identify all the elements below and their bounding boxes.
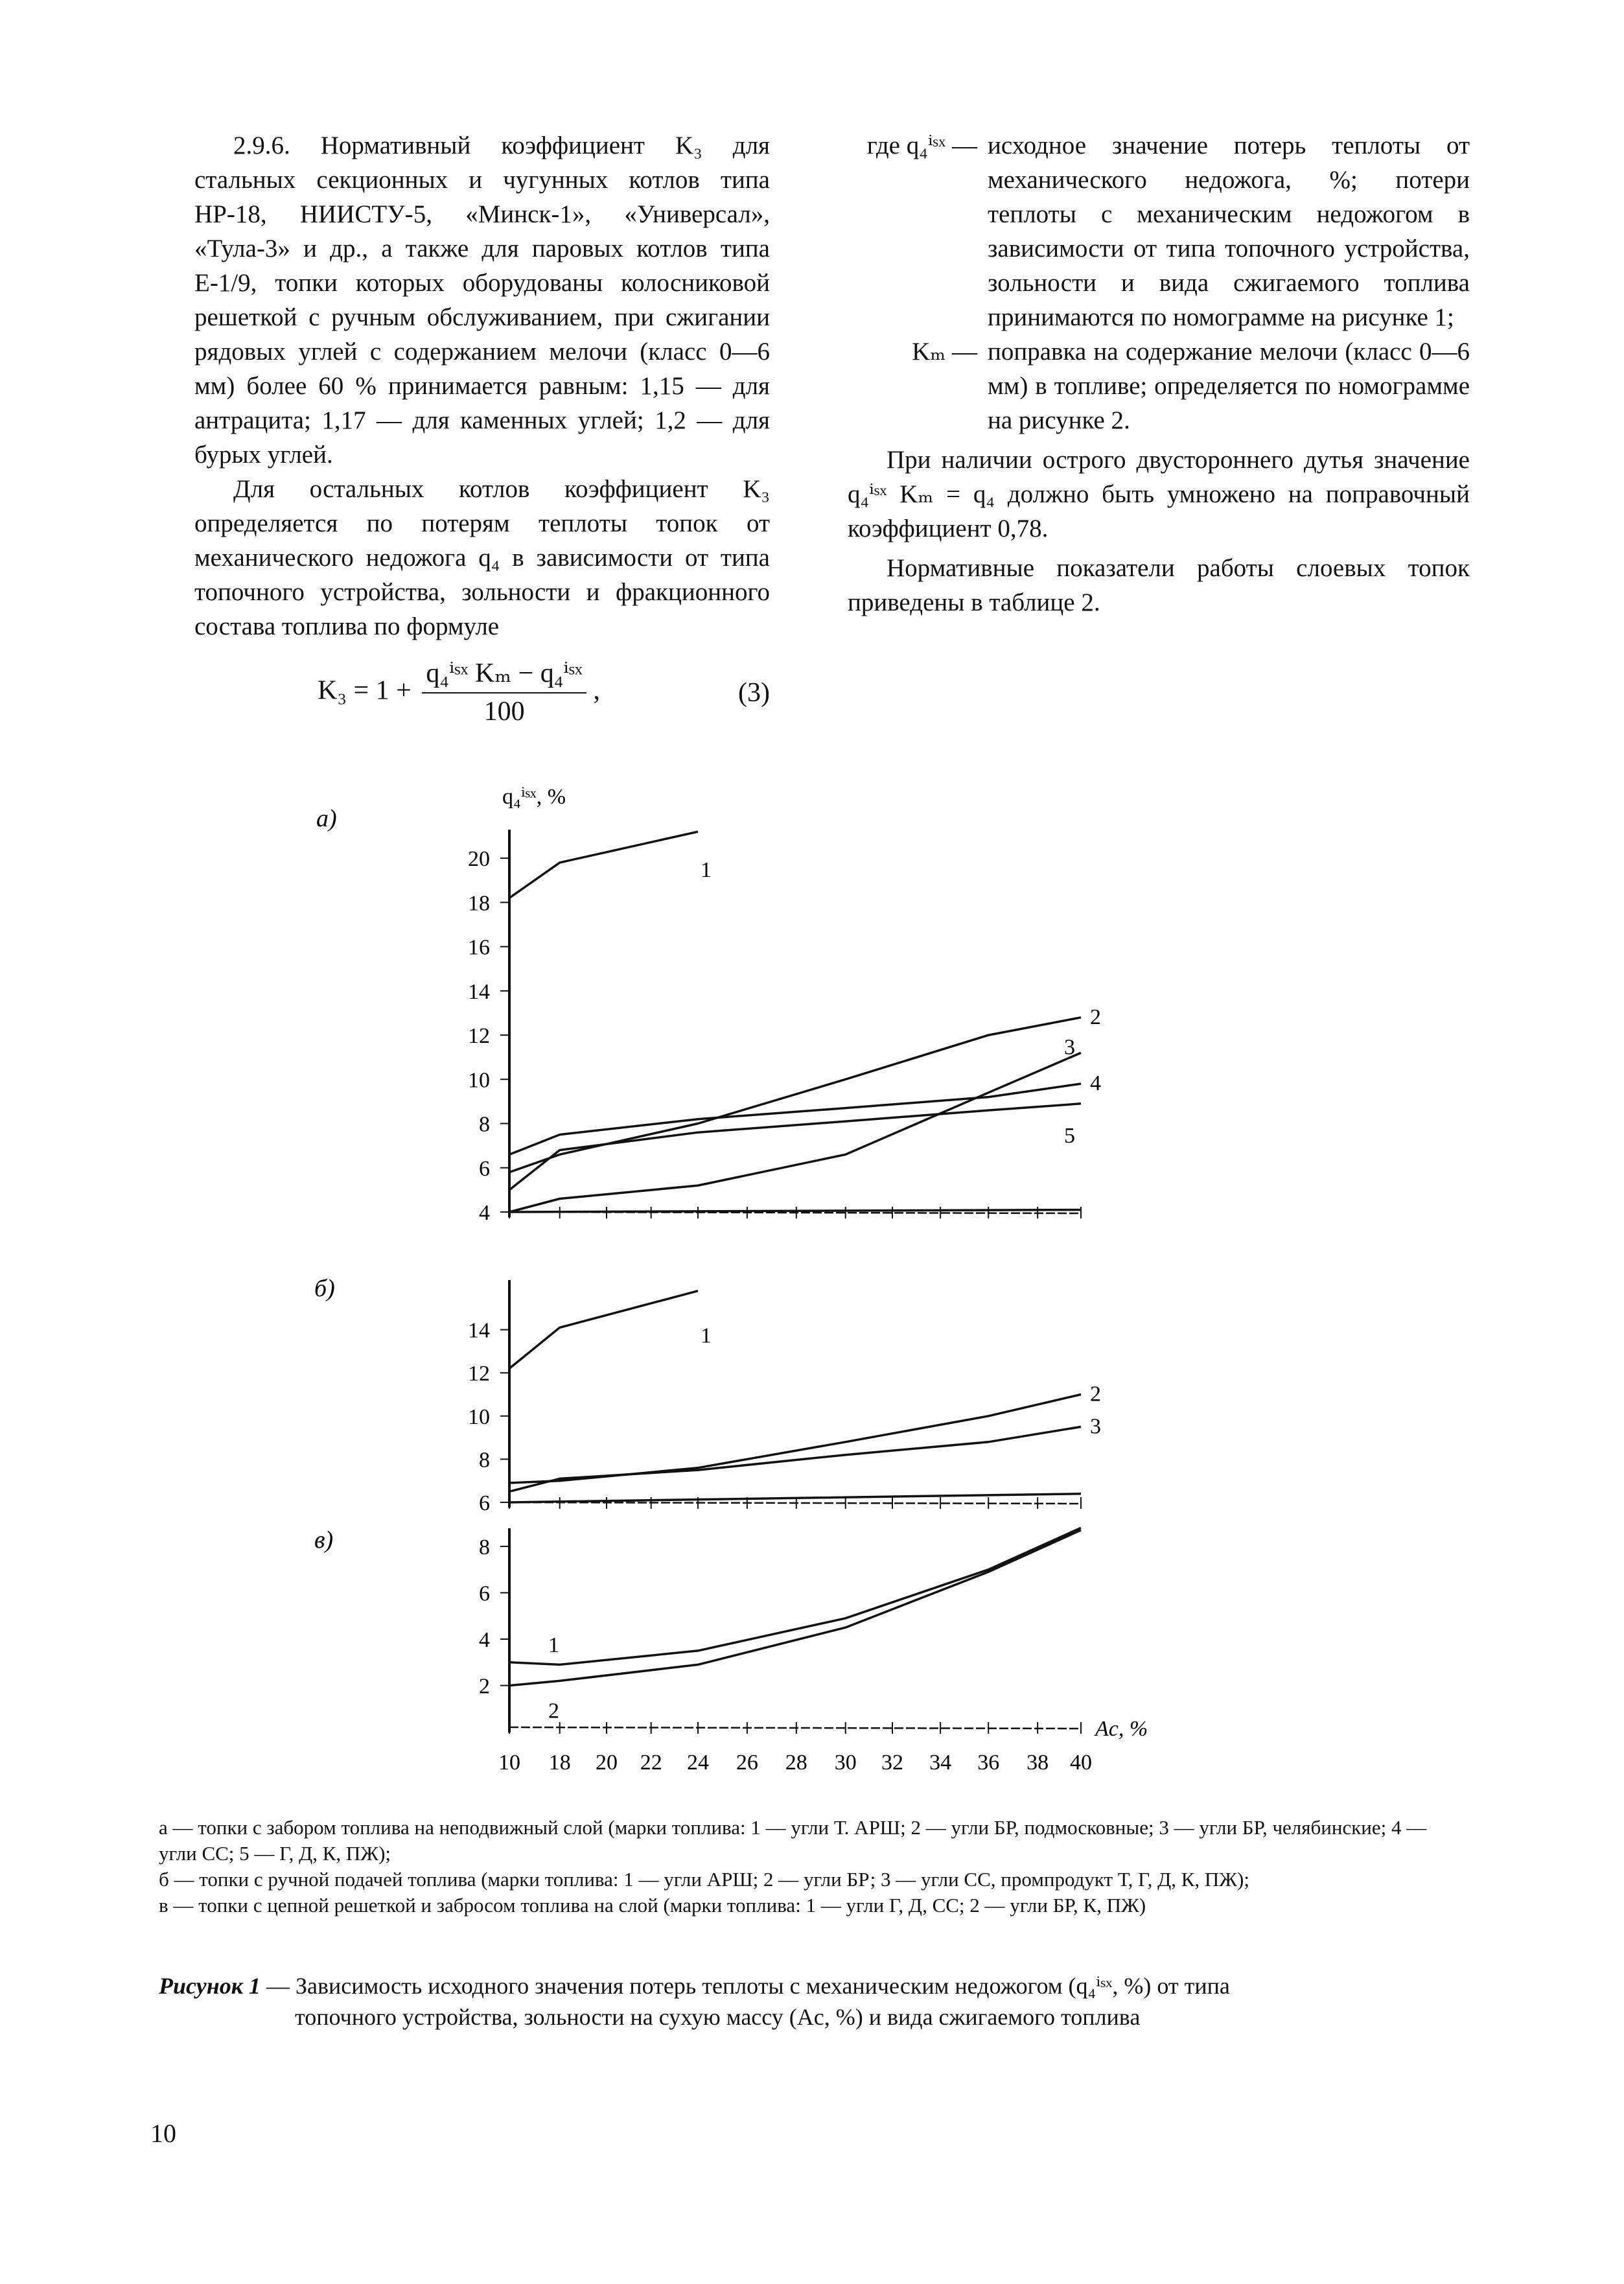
definition-km: [848, 334, 1470, 437]
caption-line-2: топочного устройства, зольности на сухую массу (Aс, %) и вида сжигаемого топлива: [295, 2004, 1141, 2030]
y-tick-label: 8: [479, 1448, 490, 1473]
x-axis-line-3: [509, 1727, 1081, 1729]
curve-3-panel-1: [509, 1053, 1081, 1212]
x-tick-label: 26: [736, 1751, 758, 1775]
y-tick-label: 16: [468, 935, 490, 960]
paragraph-2-9-6: 2.9.6. Нормативный коэффициент K₃ для стальных секционных и чугунных котлов типа НР-18, НИИСТУ-5, «Минск-1», «Универсал», «Тула-3» и др., а также для паровых котлов типа Е-1/9, топки которых оборудованы колосниковой решеткой с ручным обслуживанием, при сжигании рядовых углей с содержанием мелочи (класс 0—6 мм) более 60 % принимается равным: 1,15 — для антрацита; 1,17 — для каменных углей; 1,2 — для бурых углей.: [194, 132, 770, 469]
y-axis-label: q₄ⁱˢˣ, %: [502, 785, 566, 809]
paragraph-table-reference: Нормативные показатели работы слоевых топок приведены в таблице 2.: [848, 554, 1470, 616]
panel-label-3: в): [314, 1526, 334, 1554]
legend-line-c: в — топки с цепной решеткой и забросом топлива на слой (марки топлива: 1 — угли Г, Д, СС; 2 — угли БР, К, ПЖ): [159, 1894, 1146, 1917]
x-tick-label: 36: [977, 1751, 1000, 1775]
x-tick-label: 32: [881, 1751, 904, 1775]
y-tick-label: 14: [468, 979, 490, 1004]
curve-label-1: 1: [700, 1323, 712, 1348]
formula-denominator: 100: [483, 697, 525, 727]
figure-caption: [159, 1970, 1461, 2033]
panel-label-1: а): [316, 805, 337, 832]
formula-number: (3): [738, 677, 770, 708]
curve-label-1: 1: [548, 1633, 559, 1657]
x-axis-line-1: [509, 1212, 1081, 1213]
curve-label-4: 4: [1090, 1071, 1101, 1096]
curve-1-panel-3: [509, 1528, 1081, 1664]
y-tick-label: 6: [479, 1156, 490, 1181]
y-tick-label: 12: [468, 1024, 490, 1049]
x-tick-label: 28: [785, 1751, 807, 1775]
definition-km-term: Kₘ —: [912, 338, 977, 366]
y-tick-label: 10: [468, 1404, 490, 1429]
x-axis-line-2: [509, 1502, 1081, 1504]
definition-q4-text: исходное значение потерь теплоты от механического недожога, %; потери теплоты с механическим недожогом в зависимости от типа топочного устройства, зольности и вида сжигаемого топлива принимаются по номограмме на рисунке 1;: [988, 132, 1470, 331]
x-tick-label: 20: [596, 1751, 618, 1775]
curve-1-panel-2: [509, 1291, 698, 1369]
caption-label: Рисунок 1: [159, 1973, 261, 1999]
curve-2-panel-3: [509, 1530, 1081, 1686]
figure-legend: [159, 1815, 1461, 1918]
legend-line-a: а — топки с забором топлива на неподвижный слой (марки топлива: 1 — угли Т. АРШ; 2 — угли БР, подмосковные; 3 — угли БР, челябинские; 4 — угли СС; 5 — Г, Д, К, ПЖ);: [159, 1816, 1427, 1865]
formula-3: [194, 657, 770, 729]
curve-baseline-panel-1: [509, 1210, 1081, 1212]
curve-baseline-panel-2: [509, 1494, 1081, 1502]
curve-label-2: 2: [1090, 1382, 1101, 1406]
left-text-column: [194, 128, 770, 729]
curve-label-3: 3: [1090, 1414, 1101, 1439]
y-tick-label: 14: [468, 1318, 490, 1343]
legend-line-b: б — топки с ручной подачей топлива (марки топлива: 1 — угли АРШ; 2 — угли БР; 3 — угли СС, промпродукт Т, Г, Д, К, ПЖ);: [159, 1868, 1249, 1891]
curve-2-panel-1: [509, 1018, 1081, 1172]
curve-3-panel-2: [509, 1427, 1081, 1491]
y-tick-label: 20: [468, 847, 490, 872]
x-tick-label: 22: [640, 1751, 662, 1775]
curve-2-panel-2: [509, 1395, 1081, 1484]
y-tick-label: 4: [479, 1201, 490, 1225]
caption-text: — Зависимость исходного значения потерь теплоты с механическим недожогом (q₄ⁱˢˣ, %) от типа: [260, 1973, 1230, 1999]
definition-km-text: поправка на содержание мелочи (класс 0—6 мм) в топливе; определяется по номограмме на рисунке 2.: [988, 338, 1470, 434]
definition-q4-term: где q₄ⁱˢˣ —: [866, 132, 977, 159]
right-text-column: [848, 128, 1470, 620]
caption-line-1: [159, 1970, 1461, 2001]
y-tick-label: 2: [479, 1674, 490, 1699]
x-tick-label: 40: [1070, 1751, 1092, 1775]
x-tick-label: 30: [834, 1751, 857, 1775]
paragraph-k3-definition: Для остальных котлов коэффициент K₃ определяется по потерям теплоты топок от механического недожога q₄ в зависимости от типа топочного устройства, зольности и фракционного состава топлива по формуле: [194, 475, 770, 640]
y-tick-label: 6: [479, 1491, 490, 1515]
y-tick-label: 8: [479, 1112, 490, 1137]
x-axis-label: Aс, %: [1095, 1717, 1148, 1741]
panel-label-2: б): [314, 1275, 335, 1302]
y-tick-label: 18: [468, 891, 490, 916]
formula-numerator: q₄ⁱˢˣ Kₘ − q₄ⁱˢˣ: [422, 657, 586, 693]
y-tick-label: 12: [468, 1362, 490, 1386]
curve-1-panel-1: [509, 832, 698, 898]
formula-body: [318, 657, 600, 729]
x-tick-label: 24: [686, 1751, 709, 1775]
x-tick-label: 10: [498, 1751, 520, 1775]
formula-fraction: [422, 657, 586, 729]
y-tick-label: 4: [479, 1628, 490, 1653]
curve-5-panel-1: [509, 1104, 1081, 1190]
curve-label-1: 1: [700, 858, 712, 883]
curve-label-2: 2: [548, 1699, 559, 1723]
curve-label-3: 3: [1064, 1035, 1075, 1060]
x-tick-label: 18: [548, 1751, 571, 1775]
curve-label-2: 2: [1090, 1005, 1101, 1029]
x-tick-label: 34: [929, 1751, 952, 1775]
paragraph-two-sided-blast: При наличии острого двустороннего дутья значение q₄ⁱˢˣ Kₘ = q₄ должно быть умножено на поправочный коэффициент 0,78.: [848, 446, 1470, 542]
curve-4-panel-1: [509, 1084, 1081, 1154]
y-tick-label: 8: [479, 1535, 490, 1559]
y-tick-label: 6: [479, 1581, 490, 1606]
formula-tail: ,: [593, 675, 600, 706]
x-tick-label: 38: [1027, 1751, 1049, 1775]
curve-label-5: 5: [1064, 1123, 1075, 1148]
definition-q4: [848, 128, 1470, 334]
formula-lhs: K₃ = 1 +: [318, 675, 412, 706]
page-number: 10: [150, 2119, 176, 2148]
y-tick-label: 10: [468, 1068, 490, 1093]
chart-panels: [314, 805, 1101, 1775]
